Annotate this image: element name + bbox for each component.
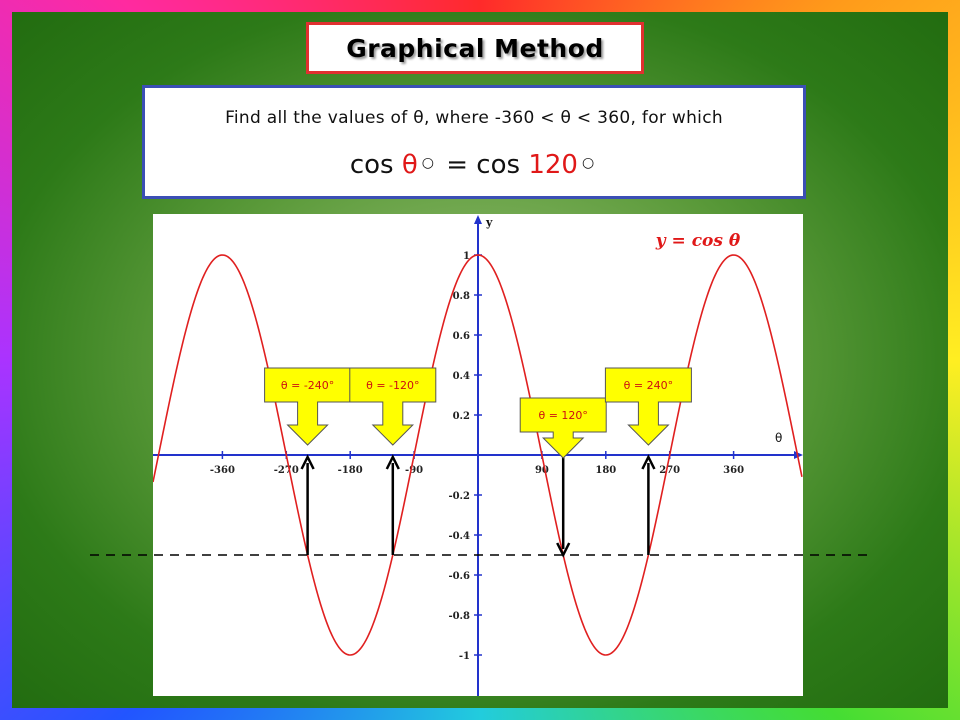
x-tick-label: 180 xyxy=(595,465,617,476)
slide-title: Graphical Method xyxy=(346,33,604,63)
solution-label: θ = -240° xyxy=(280,379,335,392)
x-tick-label: -180 xyxy=(337,465,363,476)
y-tick-label: -0.4 xyxy=(448,531,470,542)
solution-callout xyxy=(520,398,606,458)
degree-symbol: ○ xyxy=(581,155,595,171)
x-axis-label: θ xyxy=(775,431,783,445)
y-tick-label: 0.2 xyxy=(452,411,470,422)
question-text: Find all the values of θ, where -360 < θ < 360, for which xyxy=(225,108,723,128)
equation-cos: cos xyxy=(349,150,394,180)
solution-label: θ = 120° xyxy=(538,409,588,422)
y-axis-label: y xyxy=(486,216,493,229)
y-tick-label: 0.6 xyxy=(452,331,470,342)
x-tick-label: 270 xyxy=(659,465,681,476)
solution-label: θ = 240° xyxy=(623,379,674,392)
x-tick-label: 90 xyxy=(534,465,549,476)
solution-label: θ = -120° xyxy=(366,379,420,392)
y-tick-label: 0.4 xyxy=(452,371,470,382)
equation-value: 120 xyxy=(528,150,578,180)
x-tick-label: -90 xyxy=(405,465,424,476)
curve-label: y = cos θ xyxy=(655,231,741,251)
y-tick-label: 1 xyxy=(463,251,470,262)
x-tick-label: -270 xyxy=(273,465,299,476)
x-tick-label: 360 xyxy=(723,465,745,476)
x-tick-label: -360 xyxy=(209,465,235,476)
equation-theta: θ xyxy=(401,150,418,180)
y-tick-label: -0.6 xyxy=(448,571,470,582)
y-tick-label: -0.2 xyxy=(448,491,470,502)
degree-symbol: ○ xyxy=(421,155,434,171)
y-tick-label: -1 xyxy=(458,651,470,662)
equation-equals-cos: = cos xyxy=(446,150,521,180)
y-tick-label: 0.8 xyxy=(452,291,470,302)
y-tick-label: -0.8 xyxy=(448,611,470,622)
y-axis-arrow xyxy=(474,215,482,224)
